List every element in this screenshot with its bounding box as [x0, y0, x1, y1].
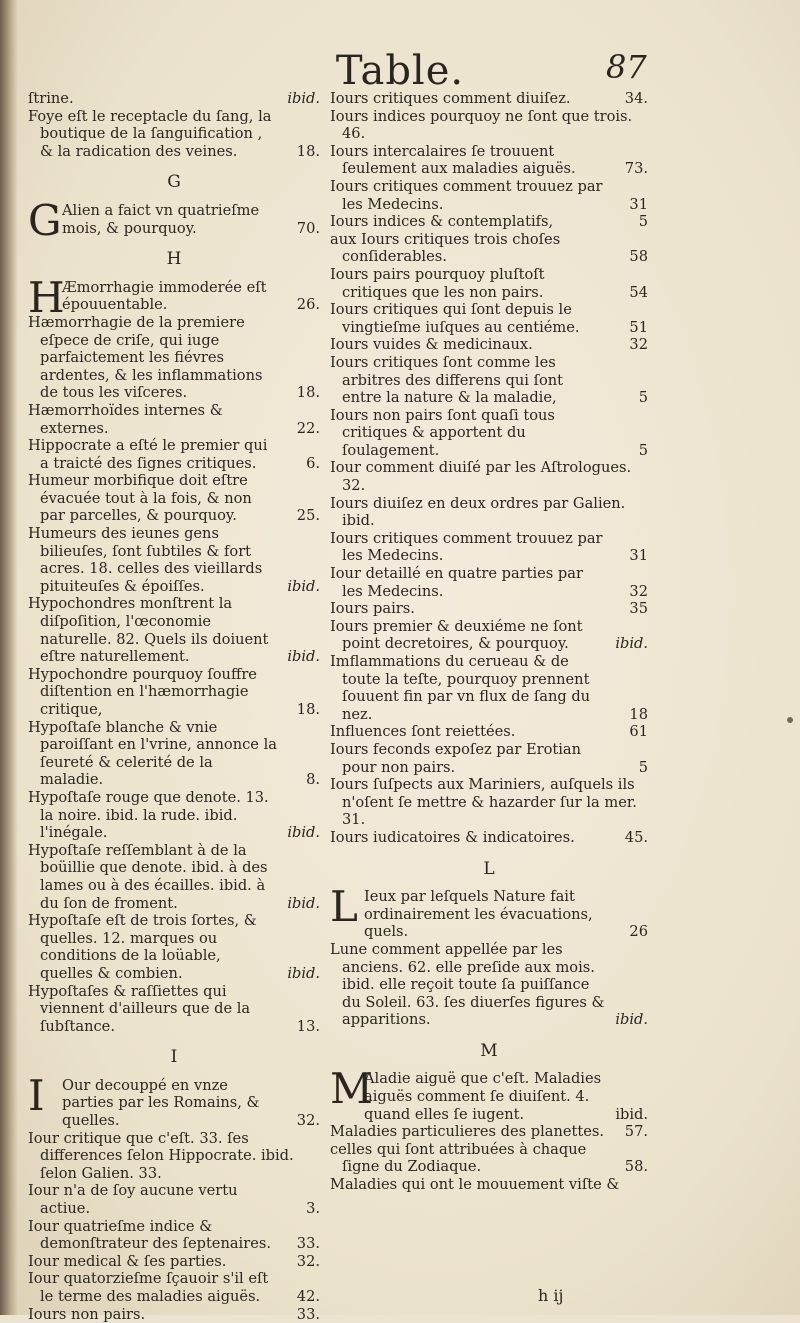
entry-text: Hippocrate a eſté le premier qui a traicté des ſignes critiques. [28, 437, 268, 472]
index-entry [28, 108, 320, 161]
entry-text: Hypoſtaſe rouge que denote. 13. la noire. ibid. la rude. ibid. l'inégale. [28, 788, 269, 842]
entry-text: Humeurs des ieunes gens bilieuſes, ſont ſubtiles & fort acres. 18. celles des vieillards pituiteuſes & époiſſes. [28, 525, 263, 595]
entry-text: Iours ſuſpects aux Mariniers, auſquels ils n'oſent ſe mettre & hazarder ſur la mer. 31. [330, 776, 637, 829]
entry-page-ref: 22. [296, 419, 320, 437]
entry-page-ref: 42. [296, 1288, 320, 1305]
index-entry [330, 723, 648, 741]
entry-page-ref: 32. [296, 1252, 320, 1270]
entry-text: Hypochondre pourquoy ſouffre diſtention en l'hæmorrhagie critique, [28, 665, 257, 718]
index-entry [28, 1182, 320, 1217]
index-entry [330, 178, 648, 213]
entry-text: Hypoſtaſe blanche & vnie paroiſſant en l'vrine, annonce la ſeureté & celerité de la maladie. [28, 718, 277, 789]
entry-text: Iours feconds expoſez par Erotian pour non pairs. [330, 740, 581, 776]
index-entry [28, 719, 320, 789]
entry-text: Aladie aiguë que c'eſt. Maladies aiguës comment ſe diuiſent. 4. quand elles ſe iugent. [364, 1070, 602, 1123]
page-number: 87 [606, 48, 647, 86]
index-entry [330, 600, 648, 618]
entry-text: Iour medical & ſes parties. [28, 1252, 227, 1270]
section-letter: I [170, 1047, 178, 1068]
index-entry [330, 143, 648, 178]
entry-page-ref: 57. [624, 1123, 648, 1141]
entry-text: Iours critiques ſont comme les arbitres des differens qui ſont entre la nature & la maladie, [330, 353, 564, 407]
entry-text: Iours premier & deuxiéme ne ſont point decretoires, & pourquoy. [330, 617, 583, 653]
entry-page-ref: 8. [306, 771, 320, 789]
entry-text: Hæmorrhoïdes internes & externes. [28, 401, 223, 437]
index-entry [330, 336, 648, 354]
entry-page-ref: 5 [638, 441, 648, 459]
entry-page-ref: ibid. [615, 1105, 648, 1123]
index-entry [28, 1270, 320, 1305]
entry-page-ref: 32 [629, 582, 648, 600]
entry-page-ref: ibid. [615, 635, 648, 653]
entry-page-ref: 5 [638, 389, 648, 407]
entry-page-ref: 18. [296, 142, 320, 160]
entry-text: Ieux par leſquels Nature fait ordinairement les évacuations, quels. [364, 888, 593, 941]
entry-page-ref: 34. [624, 90, 648, 107]
index-entry [28, 666, 320, 719]
drop-cap-initial: M [330, 1064, 374, 1114]
entry-text: Imflammations du cerueau & de toute la teſte, pourquoy prennent ſouuent fin par vn flux de ſang du nez. [330, 653, 591, 723]
entry-text: Hypochondres monſtrent la diſpoſition, l'œconomie naturelle. 82. Quels ils doiuent eſtre naturellement. [28, 595, 269, 666]
entry-page-ref: 32 [629, 336, 648, 354]
left-column [28, 90, 320, 1323]
index-entry [28, 842, 320, 912]
entry-text: Iours iudicatoires & indicatoires. [330, 828, 575, 846]
index-entry [28, 437, 320, 472]
entry-text: Iours diuiſez en deux ordres par Galien. ibid. [330, 494, 626, 530]
index-entry [28, 1130, 320, 1183]
drop-cap-initial: G [28, 195, 62, 245]
entry-text: Iour critique que c'eſt. 33. ſes differences ſelon Hippocrate. ibid. ſelon Galien. 33. [28, 1129, 294, 1182]
entry-text: Iour detaillé en quatre parties par les Medecins. [330, 565, 583, 600]
index-entry [28, 912, 320, 982]
entry-page-ref: ibid. [615, 1011, 648, 1029]
entry-page-ref: 73. [624, 160, 648, 178]
index-entry [330, 495, 648, 530]
entry-page-ref: ibid. [287, 964, 320, 982]
index-entry [330, 301, 648, 336]
entry-text: Maladies particulieres des planettes. [330, 1123, 604, 1141]
index-entry [330, 1123, 648, 1141]
entry-text: Iours intercalaires ſe trouuent ſeulement aux maladies aiguës. [330, 142, 576, 178]
entry-text: Iours non pairs ſont quaſi tous critiques & apportent du ſoulagement. [330, 406, 555, 459]
index-entry [330, 829, 648, 847]
entry-text: Iours critiques qui ſont depuis le vingtieſme iuſques au centiéme. [330, 301, 580, 336]
entry-text: Influences ſont reiettées. [330, 723, 516, 741]
entry-text: Iours critiques comment trouuez par les Medecins. [330, 529, 603, 565]
entry-page-ref: 18. [296, 701, 320, 718]
entry-text: Iours pairs pourquoy pluſtoſt critiques que les non pairs. [330, 265, 545, 301]
entry-text: Our decouppé en vnze parties par les Romains, & quelles. [62, 1076, 260, 1130]
index-entry [330, 776, 648, 829]
ink-spot [787, 717, 793, 723]
entry-text: Iours indices pourquoy ne ſont que trois. 46. [330, 107, 633, 143]
entry-text: Hypoſtaſes & raſſiettes qui viennent d'ailleurs que de la ſubſtance. [28, 982, 251, 1035]
entry-page-ref: 18. [296, 384, 320, 402]
entry-text: Lune comment appellée par les anciens. 62. elle preſide aux mois. ibid. elle reçoit toute ſa puiſſance du Soleil. 63. ſes diuerſes figures & apparitions. [330, 940, 605, 1029]
entry-text: Iour quatorzieſme ſçauoir s'il eſt le terme des maladies aiguës. [28, 1270, 269, 1305]
entry-page-ref: 6. [306, 454, 320, 472]
index-entry [28, 789, 320, 842]
entry-page-ref: 13. [296, 1017, 320, 1035]
entry-page-ref: 58. [624, 1158, 648, 1176]
drop-cap-initial: L [330, 882, 358, 932]
entry-page-ref: 32. [296, 1112, 320, 1130]
entry-page-ref: ibid. [287, 824, 320, 842]
entry-page-ref: 33. [296, 1235, 320, 1253]
page-title: Table. [335, 48, 465, 94]
index-entry [330, 741, 648, 776]
entry-page-ref: 18 [629, 705, 648, 723]
entry-text: Iours critiques comment diuiſez. [330, 90, 571, 107]
index-entry [28, 1218, 320, 1253]
index-entry [330, 1141, 648, 1176]
entry-text: Iours non pairs. [28, 1305, 146, 1323]
entry-page-ref: ibid. [287, 90, 320, 107]
section-letter: M [480, 1040, 498, 1061]
index-entry [330, 565, 648, 600]
index-entry [28, 1253, 320, 1271]
entry-page-ref: ibid. [287, 648, 320, 666]
index-entry [330, 354, 648, 407]
entry-text: aux Iours critiques trois choſes conſiderables. [330, 230, 561, 266]
drop-cap-entry [28, 1070, 320, 1130]
entry-page-ref: 58 [629, 248, 648, 266]
entry-page-ref: 25. [296, 507, 320, 525]
entry-text: Iour comment diuiſé par les Aſtrologues. 32. [330, 459, 632, 495]
entry-text: Hypoſtaſe reſſemblant à de la boüillie que denote. ibid. à des lames ou à des écailles. ibid. à du ſon de froment. [28, 841, 268, 912]
index-entry [330, 213, 648, 231]
section-letter: G [167, 172, 181, 193]
entry-page-ref: 70. [296, 219, 320, 237]
index-entry [28, 525, 320, 595]
entry-page-ref: 5 [638, 213, 648, 231]
drop-cap-entry [330, 1064, 648, 1123]
drop-cap-entry [28, 195, 320, 245]
entry-page-ref: 33. [296, 1305, 320, 1323]
entry-page-ref: 5 [638, 758, 648, 776]
index-entry [330, 266, 648, 301]
entry-text: celles qui ſont attribuées à chaque ſigne du Zodiaque. [330, 1140, 587, 1176]
entry-page-ref: ibid. [287, 894, 320, 912]
entry-page-ref: 61 [629, 723, 648, 741]
entry-page-ref: 3. [306, 1200, 320, 1218]
entry-text: ſtrine. [28, 90, 74, 107]
index-entry [28, 595, 320, 665]
index-entry [330, 530, 648, 565]
section-letter: L [483, 858, 495, 879]
index-entry [330, 1176, 648, 1194]
index-entry [28, 472, 320, 525]
index-entry [330, 941, 648, 1029]
index-entry [330, 108, 648, 143]
entry-text: Hypoſtaſe eſt de trois ſortes, & quelles. 12. marques ou conditions de la loüable, quelles & combien. [28, 912, 257, 982]
entry-text: Iours vuides & medicinaux. [330, 336, 533, 354]
right-column [330, 90, 648, 1194]
drop-cap-initial: I [28, 1070, 45, 1120]
entry-page-ref: 54 [629, 283, 648, 301]
entry-page-ref: 35 [629, 600, 648, 618]
index-entry [28, 983, 320, 1036]
signature-mark: h ij [538, 1286, 564, 1305]
index-entry [330, 407, 648, 460]
entry-page-ref: 26. [296, 296, 320, 314]
index-entry [330, 618, 648, 653]
entry-text: Iour quatrieſme indice & demonſtrateur des ſeptenaires. [28, 1217, 271, 1253]
index-entry [330, 653, 648, 723]
drop-cap-initial: H [28, 272, 65, 322]
drop-cap-entry [330, 882, 648, 941]
entry-text: Iours indices & contemplatifs, [330, 213, 554, 231]
entry-text: Maladies qui ont le mouuement viſte & [330, 1176, 620, 1194]
entry-text: Iours pairs. [330, 600, 415, 618]
entry-page-ref: 26 [629, 923, 648, 941]
index-entry [28, 90, 320, 108]
entry-page-ref: ibid. [287, 577, 320, 595]
index-entry [330, 459, 648, 494]
entry-page-ref: 31 [629, 195, 648, 213]
index-entry [330, 231, 648, 266]
entry-text: Alien a faict vn quatrieſme mois, & pourquoy. [62, 201, 260, 237]
entry-text: Iour n'a de ſoy aucune vertu actiue. [28, 1182, 238, 1218]
index-entry [28, 314, 320, 402]
entry-text: Hæmorrhagie de la premiere eſpece de criſe, qui iuge parfaictement les fiévres ardentes, & les inflammations de tous les viſceres. [28, 313, 263, 402]
entry-page-ref: 51 [629, 318, 648, 336]
entry-text: Foye eſt le receptacle du ſang, la boutique de la ſanguification , & la radication des veines. [28, 107, 272, 160]
entry-text: Æmorrhagie immoderée eſt épouuentable. [62, 278, 267, 314]
index-entry [330, 90, 648, 108]
drop-cap-entry [28, 272, 320, 322]
entry-text: Iours critiques comment trouuez par les Medecins. [330, 177, 603, 213]
entry-text: Humeur morbifique doit eſtre évacuée tout à la fois, & non par parcelles, & pourquoy. [28, 472, 252, 525]
book-spine-shadow [0, 0, 18, 1315]
index-entry [28, 402, 320, 437]
section-letter: H [166, 249, 182, 270]
index-entry [28, 1306, 320, 1323]
entry-page-ref: 45. [624, 828, 648, 846]
entry-page-ref: 31 [629, 547, 648, 565]
